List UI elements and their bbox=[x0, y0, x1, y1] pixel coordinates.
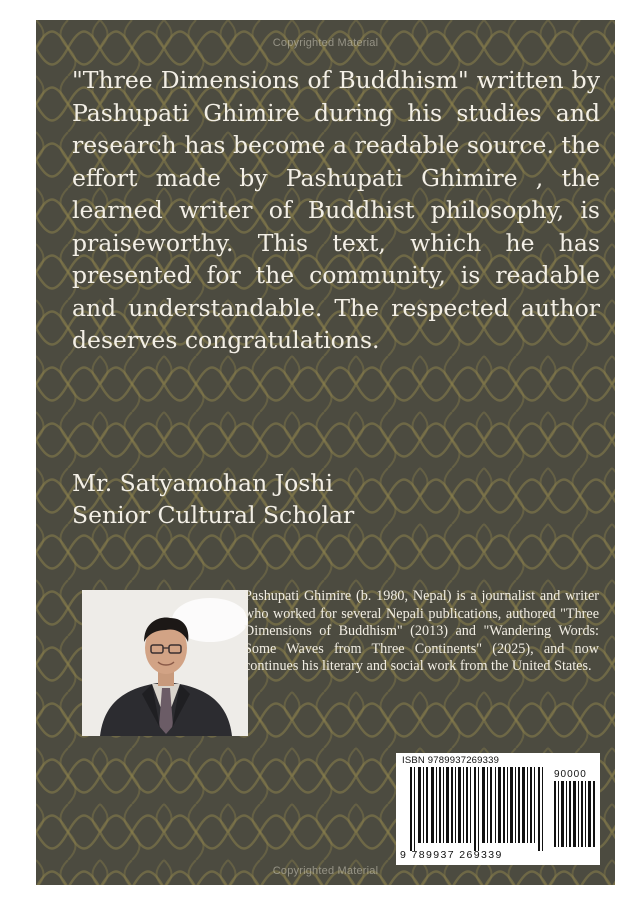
price-code: 90000 bbox=[554, 769, 587, 780]
book-back-cover bbox=[36, 20, 615, 885]
isbn-label: ISBN 9789937269339 bbox=[402, 755, 500, 766]
endorser-name: Mr. Satyamohan Joshi bbox=[72, 469, 333, 497]
author-photo bbox=[82, 590, 248, 736]
ean13-barcode-bars bbox=[410, 767, 548, 851]
isbn-barcode bbox=[396, 753, 600, 865]
endorser-title: Senior Cultural Scholar bbox=[72, 501, 355, 529]
author-portrait-illustration bbox=[82, 590, 248, 736]
author-bio: Pashupati Ghimire (b. 1980, Nepal) is a journalist and writer who worked for several Nepali publications, authored "Three Dimensions of Buddhism" (2013) and "Wandering Words: Some Waves from Three Continents" (2025), and now continues his literary and social work from the United States. bbox=[244, 588, 599, 675]
endorsement-blurb: "Three Dimensions of Buddhism" written by Pashupati Ghimire during his studies and research has become a readable source. the effort made by Pashupati Ghimire , the learned writer of Buddhist philosophy, is praiseworthy. This text, which he has presented for the community, is readable and understandable. The respected author deserves congratulations. bbox=[72, 66, 600, 354]
copyright-watermark-top: Copyrighted Material bbox=[272, 37, 379, 49]
endorser-signature bbox=[72, 467, 600, 531]
copyright-watermark-bottom: Copyrighted Material bbox=[272, 865, 379, 877]
price-addon-bars bbox=[554, 781, 596, 847]
barcode-digits: 9 789937 269339 bbox=[400, 849, 503, 861]
